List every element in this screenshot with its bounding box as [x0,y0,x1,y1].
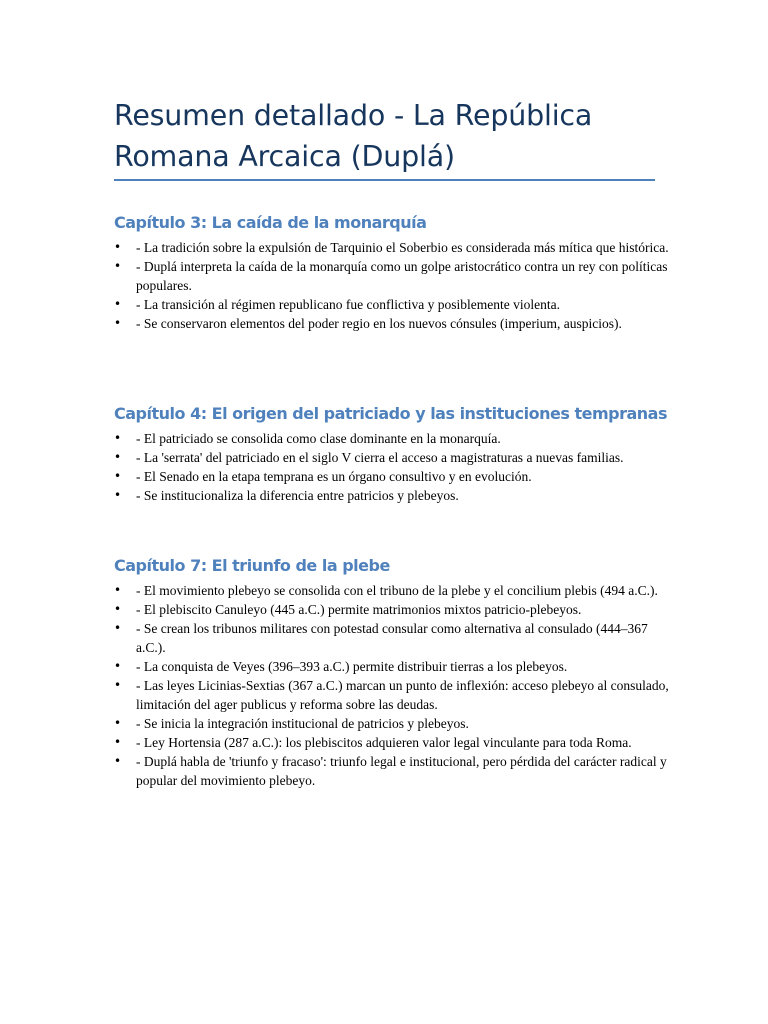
list-item [114,619,674,657]
list-item-text: - La conquista de Veyes (396–393 a.C.) permite distribuir tierras a los plebeyos. [136,659,568,674]
list-item [114,600,674,619]
bullet-icon: • [114,431,122,445]
bullet-icon: • [114,678,122,692]
list-item-text: - La transición al régimen republicano fue conflictiva y posiblemente violenta. [136,297,560,312]
list-item-text: - Se conservaron elementos del poder regio en los nuevos cónsules (imperium, auspicios). [136,316,622,331]
bullet-icon: • [114,754,122,768]
list-item [114,657,674,676]
bullet-list [114,429,674,505]
chapter-heading: Capítulo 3: La caída de la monarquía [114,213,427,232]
list-item-text: - La tradición sobre la expulsión de Tarquinio el Soberbio es considerada más mítica que histórica. [136,240,669,255]
list-item-text: - El movimiento plebeyo se consolida con el tribuno de la plebe y el concilium plebis (494 a.C.). [136,583,658,598]
list-item-text: - Se crean los tribunos militares con potestad consular como alternativa al consulado (444–367 a.C.). [136,621,648,655]
bullet-list [114,581,674,790]
list-item-text: - El patriciado se consolida como clase dominante en la monarquía. [136,431,501,446]
chapter-heading: Capítulo 7: El triunfo de la plebe [114,556,390,575]
chapter-3-section [114,212,674,333]
bullet-list [114,238,674,333]
list-item [114,733,674,752]
list-item [114,467,674,486]
list-item-text: - El plebiscito Canuleyo (445 a.C.) permite matrimonios mixtos patricio-plebeyos. [136,602,582,617]
list-item [114,448,674,467]
document-title: Resumen detallado - La República Romana Arcaica (Duplá) [114,99,593,173]
bullet-icon: • [114,735,122,749]
bullet-icon: • [114,297,122,311]
list-item-text: - Las leyes Licinias-Sextias (367 a.C.) marcan un punto de inflexión: acceso plebeyo al consulado, limitación del ager publicus y reforma sobre las deudas. [136,678,669,712]
chapter-4-section [114,403,674,505]
list-item [114,257,674,295]
chapter-heading: Capítulo 4: El origen del patriciado y las instituciones tempranas [114,404,667,423]
list-item-text: - Se inicia la integración institucional de patricios y plebeyos. [136,716,469,731]
list-item-text: - La 'serrata' del patriciado en el siglo V cierra el acceso a magistraturas a nuevas familias. [136,450,624,465]
list-item-text: - Se institucionaliza la diferencia entre patricios y plebeyos. [136,488,459,503]
list-item [114,429,674,448]
bullet-icon: • [114,259,122,273]
list-item [114,714,674,733]
bullet-icon: • [114,450,122,464]
bullet-icon: • [114,240,122,254]
bullet-icon: • [114,602,122,616]
list-item [114,486,674,505]
bullet-icon: • [114,316,122,330]
bullet-icon: • [114,716,122,730]
list-item [114,752,674,790]
list-item [114,295,674,314]
list-item-text: - Duplá interpreta la caída de la monarquía como un golpe aristocrático contra un rey con políticas populares. [136,259,668,293]
bullet-icon: • [114,583,122,597]
list-item [114,238,674,257]
bullet-icon: • [114,659,122,673]
list-item-text: - Ley Hortensia (287 a.C.): los plebiscitos adquieren valor legal vinculante para toda Roma. [136,735,632,750]
list-item-text: - El Senado en la etapa temprana es un órgano consultivo y en evolución. [136,469,532,484]
chapter-7-section [114,555,674,790]
bullet-icon: • [114,469,122,483]
title-underline [114,179,655,181]
list-item [114,581,674,600]
bullet-icon: • [114,621,122,635]
list-item-text: - Duplá habla de 'triunfo y fracaso': triunfo legal e institucional, pero pérdida del carácter radical y popular del movimiento plebeyo. [136,754,667,788]
list-item [114,676,674,714]
list-item [114,314,674,333]
bullet-icon: • [114,488,122,502]
